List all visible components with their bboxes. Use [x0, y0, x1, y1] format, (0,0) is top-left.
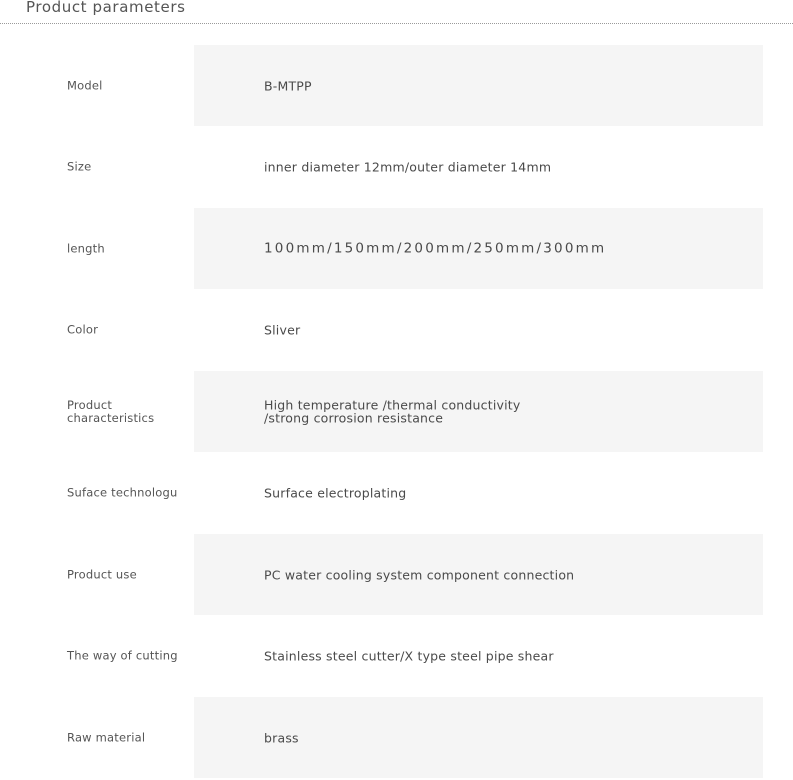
- parameter-row: [0, 453, 793, 535]
- parameter-row: [0, 616, 793, 698]
- parameter-value: Sliver: [264, 322, 301, 338]
- parameter-label: Product use: [67, 567, 137, 582]
- parameter-value: High temperature /thermal conductivity /strong corrosion resistance: [264, 397, 521, 426]
- page-title: Product parameters: [26, 0, 186, 16]
- parameter-value: Stainless steel cutter/X type steel pipe shear: [264, 648, 554, 664]
- parameter-row: [0, 208, 793, 290]
- parameter-label: Model: [67, 78, 103, 93]
- parameter-label: Raw material: [67, 730, 146, 745]
- parameter-label: Suface technologu: [67, 485, 178, 500]
- parameter-value: inner diameter 12mm/outer diameter 14mm: [264, 159, 552, 175]
- parameter-row: [0, 534, 793, 616]
- parameter-label: Size: [67, 159, 92, 174]
- parameter-value: brass: [264, 730, 299, 745]
- parameter-row: [0, 371, 793, 453]
- parameter-row: [0, 45, 793, 127]
- parameter-value: 100mm/150mm/200mm/250mm/300mm: [264, 240, 607, 256]
- parameter-value: B-MTPP: [264, 78, 312, 93]
- parameter-label: Color: [67, 322, 99, 337]
- title-divider: [0, 23, 793, 24]
- parameter-row: [0, 127, 793, 209]
- parameter-value: Surface electroplating: [264, 485, 407, 501]
- parameter-label: The way of cutting: [67, 648, 178, 663]
- parameter-label: length: [67, 241, 105, 256]
- parameter-row: [0, 290, 793, 372]
- parameter-value: PC water cooling system component connection: [264, 567, 575, 582]
- parameter-label: Product characteristics: [67, 397, 155, 425]
- parameter-row: [0, 697, 793, 779]
- parameters-table: [0, 45, 793, 779]
